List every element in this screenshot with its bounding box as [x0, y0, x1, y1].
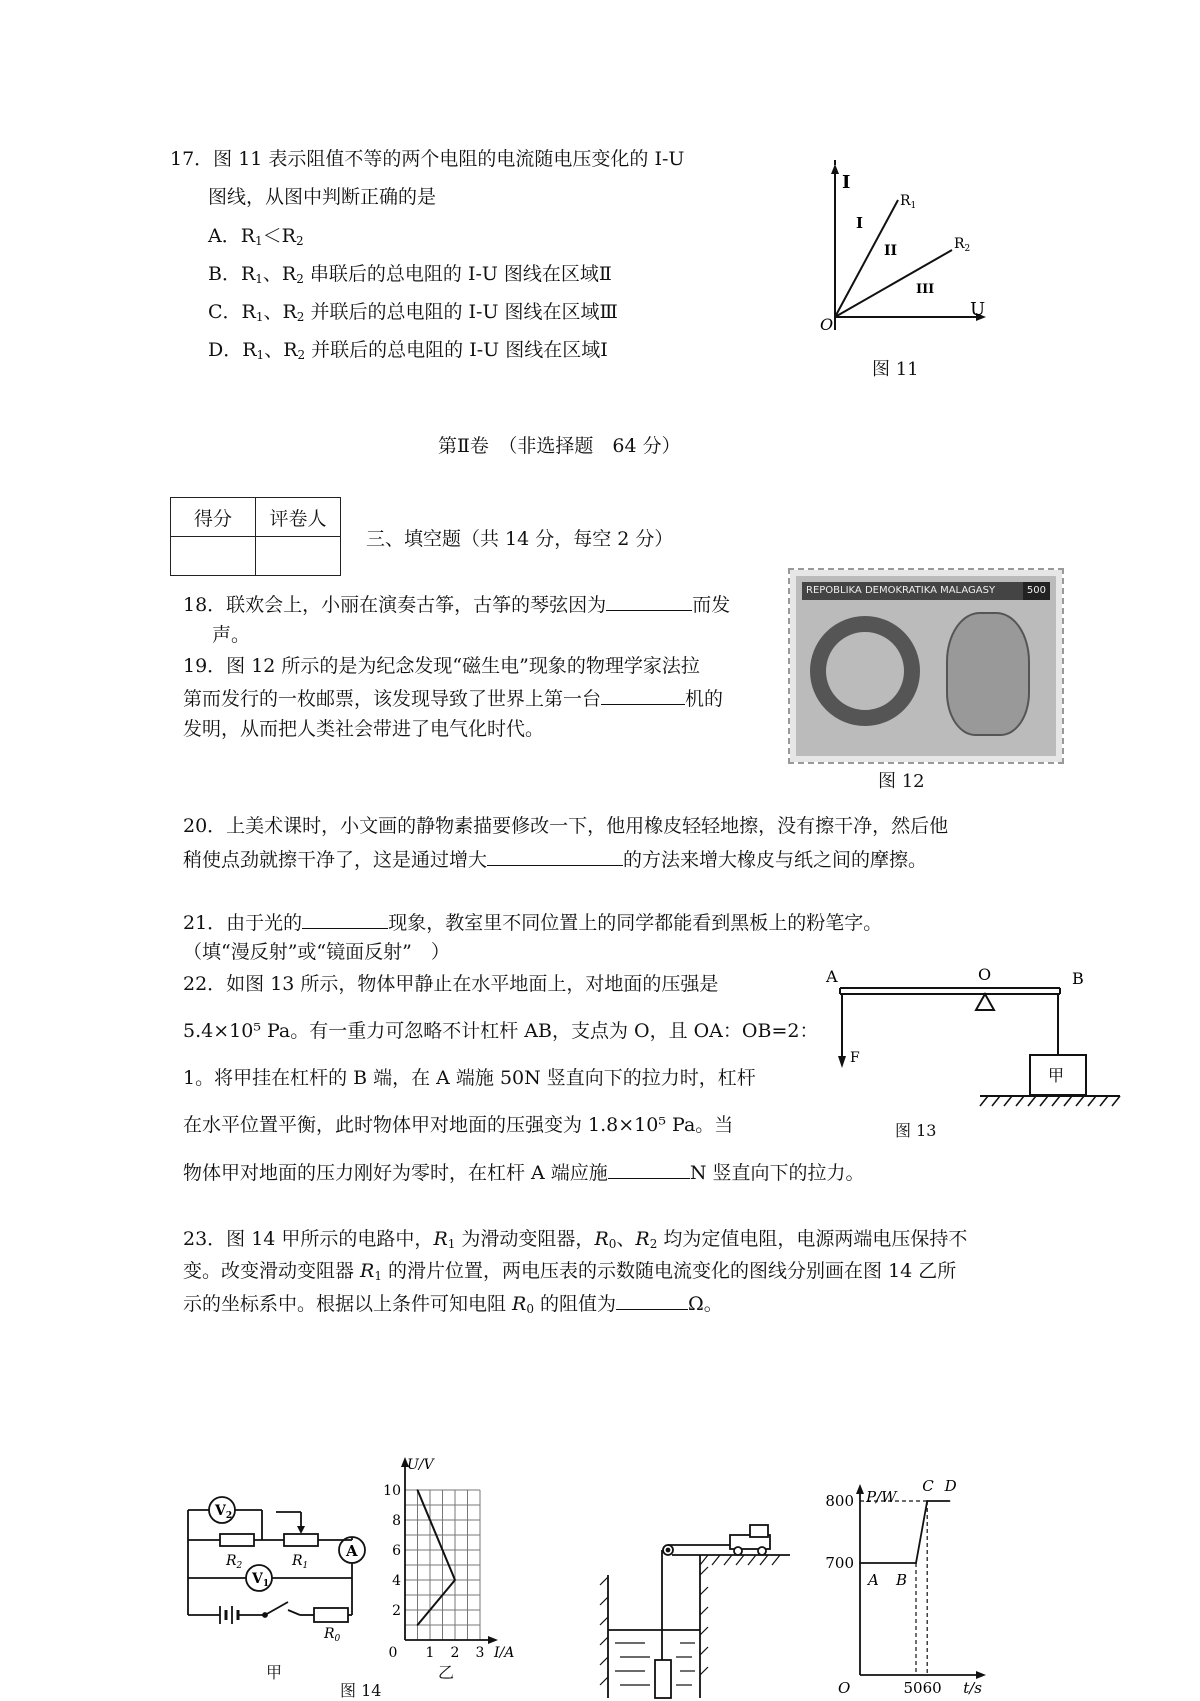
q20-blank [487, 847, 623, 866]
stamp-ring [810, 616, 920, 726]
figure-11 [820, 160, 990, 340]
point-label-b: B [896, 1571, 908, 1589]
q19-line2: 第而发行的一枚邮票，该发现导致了世界上第一台 机的 [183, 688, 724, 710]
circuit-r1-label: $R_1$ [292, 1553, 309, 1571]
y-axis-label: U/V [407, 1457, 434, 1473]
fig11-region-3: III [916, 282, 935, 297]
fig11-x-axis-label: U [970, 299, 986, 320]
grader-header: 评卷人 [256, 498, 341, 537]
x-tick-label: 2 [450, 1645, 460, 1661]
fig13-body-label: 甲 [1048, 1066, 1065, 1085]
figure-13 [810, 960, 1130, 1110]
winch-figure [600, 1515, 790, 1698]
circuit-v2-label: $V_2$ [215, 1503, 233, 1521]
q22-line4: 在水平位置平衡，此时物体甲对地面的压强变为 1.8×10⁵ Pa。当 [183, 1114, 734, 1136]
q17-option-d: D．$R_1$、$R_2$ 并联后的总电阻的 I-U 图线在区域Ⅰ [208, 339, 608, 362]
score-table [170, 497, 341, 576]
series-line-2 [418, 1580, 456, 1625]
y-tick-label: 4 [392, 1573, 401, 1589]
x-tick-label: 1 [425, 1645, 435, 1661]
figure-14-graph [380, 1455, 540, 1665]
x-tick-label: 3 [475, 1645, 485, 1661]
y-tick-label: 8 [392, 1513, 401, 1529]
y-tick-label: 6 [392, 1543, 401, 1559]
circuit-r0-label: $R_0$ [324, 1626, 341, 1644]
stamp-image [790, 570, 1062, 762]
power-series-line [860, 1501, 950, 1563]
q23-blank [616, 1291, 688, 1310]
fig14-caption: 图 14 [340, 1681, 382, 1700]
q21-line1: 21．由于光的 现象，教室里不同位置上的同学都能看到黑板上的粉笔字。 [183, 912, 883, 934]
q22-line5: 物体甲对地面的压力刚好为零时，在杠杆 A 端应施 N 竖直向下的拉力。 [183, 1162, 865, 1184]
y-axis-label: P/W [866, 1488, 897, 1506]
fig11-r1-label: $R_1$ [900, 193, 917, 211]
x-axis-label: t/s [963, 1679, 982, 1697]
stamp-text: REPOBLIKA DEMOKRATIKA MALAGASY 500 [802, 582, 1050, 600]
x-axis-arrow [488, 1636, 498, 1644]
fig11-r2-label: $R_2$ [954, 236, 971, 254]
fig13-label-f: F [850, 1050, 860, 1066]
q22-line3: 1。将甲挂在杠杆的 B 端，在 A 端施 50N 竖直向下的拉力时，杠杆 [183, 1067, 756, 1089]
p-t-graph [810, 1477, 990, 1698]
q18-blank [606, 592, 692, 611]
y-tick-label: 2 [392, 1603, 401, 1619]
fig12-caption: 图 12 [878, 771, 925, 792]
fig13-label-b: B [1072, 969, 1084, 988]
fig14-sub-a: 甲 [266, 1663, 283, 1682]
q22-line1: 22．如图 13 所示，物体甲静止在水平地面上，对地面的压强是 [183, 973, 719, 995]
section3-title: 三、填空题（共 14 分，每空 2 分） [366, 528, 674, 550]
y-tick-label: 700 [825, 1554, 854, 1572]
section2-title: 第Ⅱ卷 （非选择题 64 分） [438, 435, 681, 457]
q20-line2: 稍使点劲就擦干净了，这是通过增大 的方法来增大橡皮与纸之间的摩擦。 [183, 849, 928, 871]
point-label-a: A [868, 1571, 879, 1589]
q20-line1: 20．上美术课时，小文画的静物素描要修改一下，他用橡皮轻轻地擦，没有擦干净，然后他 [183, 815, 949, 837]
origin-label: O [838, 1679, 851, 1697]
fig11-region-2: II [884, 243, 898, 259]
q18-line1: 18．联欢会上，小丽在演奏古筝，古筝的琴弦因为 而发 [183, 594, 731, 616]
q19-line3: 发明，从而把人类社会带进了电气化时代。 [183, 718, 545, 740]
q17-stem: 17．图 11 表示阻值不等的两个电阻的电流随电压变化的 I-U [170, 148, 685, 170]
q19-blank [601, 686, 685, 705]
fig11-caption: 图 11 [872, 359, 919, 380]
x-axis-label: I/A [494, 1645, 515, 1661]
q18-line2: 声。 [212, 624, 251, 646]
fig13-label-a: A [826, 967, 838, 986]
q17-option-c: C．$R_1$、$R_2$ 并联后的总电阻的 I-U 图线在区域Ⅲ [208, 301, 618, 324]
circuit-ammeter-label: A [346, 1542, 358, 1560]
q17-option-a: A．$R_1<R_2$ [208, 225, 304, 248]
point-label-c: C [922, 1477, 934, 1495]
series-1-point [417, 1489, 419, 1491]
fig13-label-o: O [978, 965, 992, 984]
x-tick-label: 60 [922, 1679, 942, 1697]
q23-line2: 变。改变滑动变阻器 $R_1$ 的滑片位置，两电压表的示数随电流变化的图线分别画在图 14 乙所 [183, 1260, 957, 1283]
fig14-sub-b: 乙 [438, 1663, 455, 1682]
fig13-caption: 图 13 [895, 1121, 937, 1140]
x-tick-label: 50 [903, 1679, 923, 1697]
circuit-v1-label: $V_1$ [252, 1571, 270, 1589]
y-axis-arrow [856, 1484, 864, 1494]
q23-line1: 23．图 14 甲所示的电路中，$R_1$ 为滑动变阻器，$R_0$、$R_2$ 均为定值电阻，电源两端电压保持不 [183, 1228, 968, 1251]
stamp-portrait [946, 612, 1030, 736]
grader-cell [256, 537, 341, 576]
series-2-point [454, 1579, 456, 1581]
score-cell [171, 537, 256, 576]
q21-line2: （填“漫反射”或“镜面反射” ） [183, 941, 450, 963]
q23-line3: 示的坐标系中。根据以上条件可知电阻 $R_0$ 的阻值为 Ω。 [183, 1293, 723, 1316]
figure-14-circuit [180, 1490, 380, 1644]
circuit-r2-label: $R_2$ [226, 1553, 243, 1571]
y-tick-label: 800 [825, 1492, 854, 1510]
q21-blank [302, 910, 388, 929]
q17-stem2: 图线，从图中判断正确的是 [208, 186, 437, 208]
q22-blank [608, 1160, 690, 1179]
fig11-region-1: I [856, 214, 864, 232]
y-tick-label: 10 [383, 1483, 401, 1499]
power-point [949, 1500, 951, 1502]
origin-label: 0 [388, 1645, 398, 1661]
power-point [859, 1562, 861, 1564]
series-2-point [417, 1624, 419, 1626]
q22-line2: 5.4×10⁵ Pa。有一重力可忽略不计杠杆 AB，支点为 O，且 OA：OB=2： [183, 1020, 819, 1042]
fig11-origin: O [820, 315, 834, 334]
q19-line1: 19．图 12 所示的是为纪念发现“磁生电”现象的物理学家法拉 [183, 655, 700, 677]
x-axis-arrow [976, 1671, 986, 1679]
score-header: 得分 [171, 498, 256, 537]
point-label-d: D [944, 1477, 957, 1495]
q17-option-b: B．$R_1$、$R_2$ 串联后的总电阻的 I-U 图线在区域Ⅱ [208, 263, 612, 286]
fig11-y-axis-label: I [842, 172, 851, 193]
